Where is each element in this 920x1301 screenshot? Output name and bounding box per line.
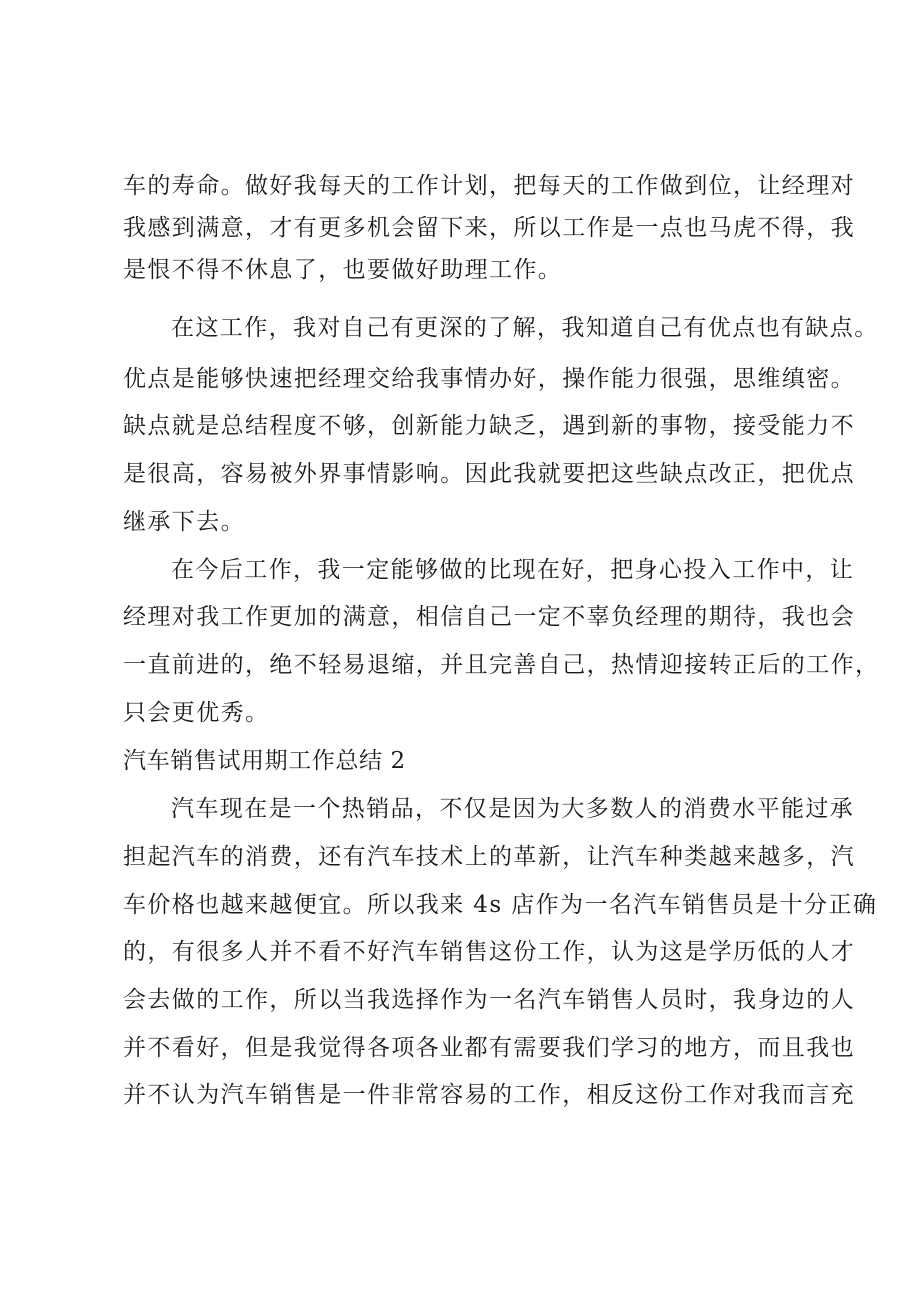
section-heading: 汽车销售试用期工作总结 2 xyxy=(123,748,406,774)
body-text-line: 我感到满意，才有更多机会留下来，所以工作是一点也马虎不得，我 xyxy=(123,215,855,241)
body-text-line: 车价格也越来越便宜。所以我来 4s 店作为一名汽车销售员是十分正确 xyxy=(123,892,878,918)
body-text-line: 担起汽车的消费，还有汽车技术上的革新，让汽车种类越来越多，汽 xyxy=(123,844,855,870)
body-text-line: 优点是能够快速把经理交给我事情办好，操作能力很强，思维缜密。 xyxy=(123,366,855,392)
body-text-line: 并不认为汽车销售是一件非常容易的工作，相反这份工作对我而言充 xyxy=(123,1082,855,1108)
body-text-line: 并不看好，但是我觉得各项各业都有需要我们学习的地方，而且我也 xyxy=(123,1035,855,1061)
body-text-line: 的，有很多人并不看不好汽车销售这份工作，认为这是学历低的人才 xyxy=(123,939,855,965)
body-text-line: 只会更优秀。 xyxy=(123,700,270,726)
body-text-line: 一直前进的，绝不轻易退缩，并且完善自己，热情迎接转正后的工作， xyxy=(123,652,880,678)
paragraph-first-line: 在今后工作，我一定能够做的比现在好，把身心投入工作中，让 xyxy=(171,557,855,583)
body-text-line: 会去做的工作，所以当我选择作为一名汽车销售人员时，我身边的人 xyxy=(123,987,855,1013)
body-text-line: 是恨不得不休息了，也要做好助理工作。 xyxy=(123,257,563,283)
body-text-line: 继承下去。 xyxy=(123,509,245,535)
paragraph-first-line: 在这工作，我对自己有更深的了解，我知道自己有优点也有缺点。 xyxy=(171,315,879,341)
paragraph-first-line: 汽车现在是一个热销品，不仅是因为大多数人的消费水平能过承 xyxy=(171,796,855,822)
body-text-line: 是很高，容易被外界事情影响。因此我就要把这些缺点改正，把优点 xyxy=(123,461,855,487)
body-text-line: 经理对我工作更加的满意，相信自己一定不辜负经理的期待，我也会 xyxy=(123,604,855,630)
body-text-line: 车的寿命。做好我每天的工作计划，把每天的工作做到位，让经理对 xyxy=(123,173,855,199)
body-text-line: 缺点就是总结程度不够，创新能力缺乏，遇到新的事物，接受能力不 xyxy=(123,413,855,439)
